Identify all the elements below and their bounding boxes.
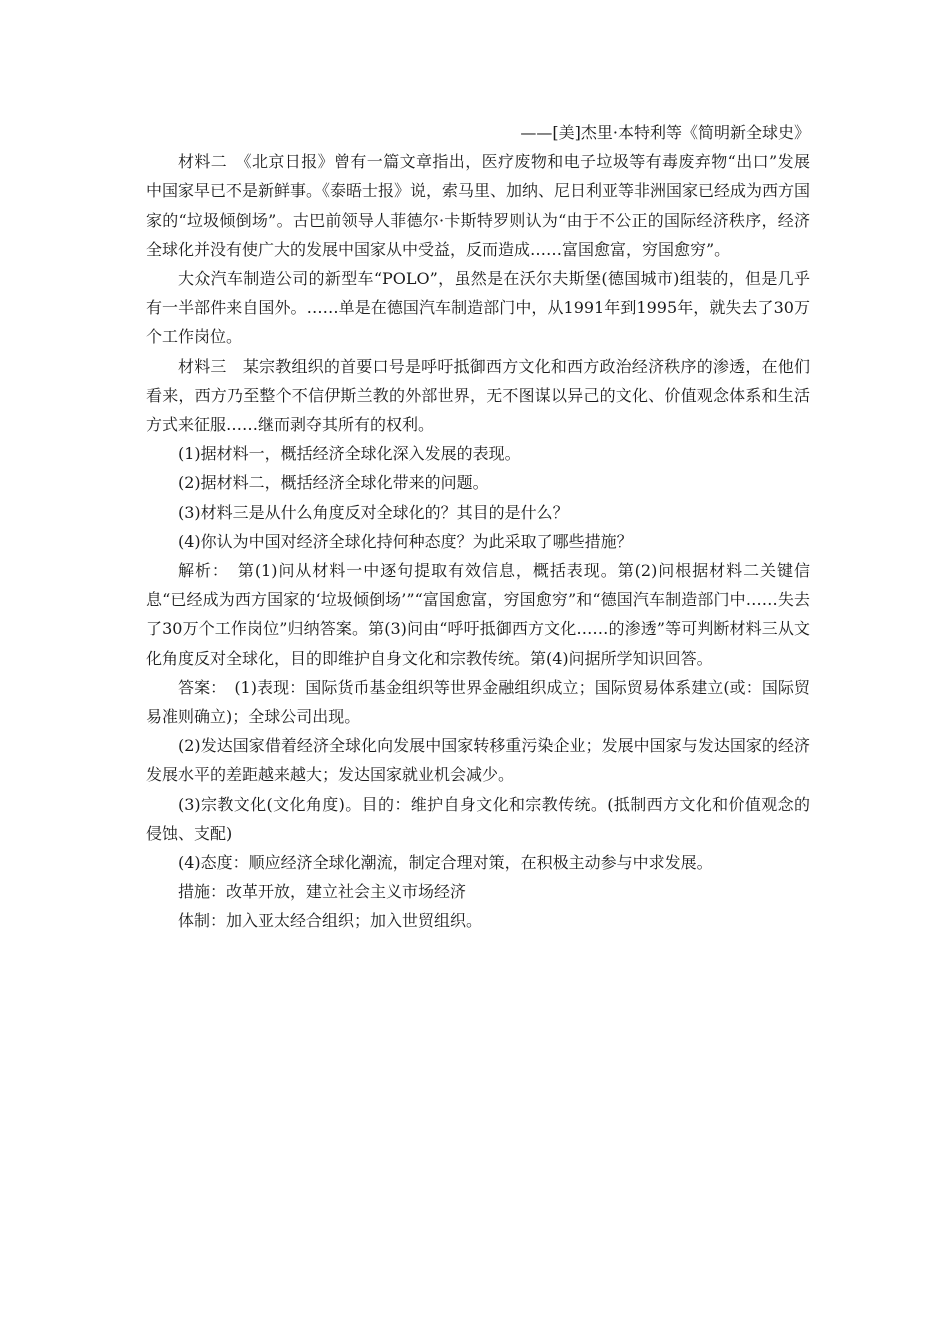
question-2: (2)据材料二，概括经济全球化带来的问题。 — [178, 473, 489, 493]
analysis-paragraph: 解析： 第(1)问从材料一中逐句提取有效信息，概括表现。第(2)问根据材料二关键信息“已经成为西方国家的‘垃圾倾倒场’”“富国愈富，穷国愈穷”和“德国汽车制造部门中……失去了30万个工作岗位”归纳答案。第(3)问由“呼吁抵御西方文化……的渗透”等可判断材料三从文化角度反对全球化，目的即维护自身文化和宗教传统。第(4)问据所学知识回答。 — [146, 561, 810, 668]
question-1: (1)据材料一，概括经济全球化深入发展的表现。 — [178, 444, 521, 464]
document-page — [146, 118, 810, 936]
answer-1: 答案： (1)表现：国际货币基金组织等世界金融组织成立；国际贸易体系建立(或：国际贸易准则确立)；全球公司出现。 — [146, 677, 810, 727]
answer-3: (3)宗教文化(文化角度)。目的：维护自身文化和宗教传统。(抵制西方文化和价值观念的侵蚀、支配) — [146, 794, 810, 843]
answer-2: (2)发达国家借着经济全球化向发展中国家转移重污染企业；发展中国家与发达国家的经济发展水平的差距越来越大；发达国家就业机会减少。 — [146, 736, 810, 785]
source-citation: ——[美]杰里·本特利等《简明新全球史》 — [520, 123, 810, 142]
question-4: (4)你认为中国对经济全球化持何种态度？为此采取了哪些措施？ — [178, 531, 633, 551]
question-3: (3)材料三是从什么角度反对全球化的？其目的是什么？ — [178, 502, 569, 522]
answer-4-measures: 措施：改革开放，建立社会主义市场经济 — [178, 882, 467, 902]
answer-4-system: 体制：加入亚太经合组织；加入世贸组织。 — [178, 911, 483, 931]
material-two-polo-paragraph: 大众汽车制造公司的新型车“POLO”，虽然是在沃尔夫斯堡(德国城市)组装的，但是几乎有一半部件来自国外。……单是在德国汽车制造部门中，从1991年到1995年，就失去了30万个工作岗位。 — [146, 269, 810, 347]
material-three-paragraph: 材料三 某宗教组织的首要口号是呼吁抵御西方文化和西方政治经济秩序的渗透，在他们看来，西方乃至整个不信伊斯兰教的外部世界，无不图谋以异己的文化、价值观念体系和生活方式来征服……继而剥夺其所有的权利。 — [146, 356, 810, 435]
material-two-paragraph: 材料二 《北京日报》曾有一篇文章指出，医疗废物和电子垃圾等有毒废弃物“出口”发展中国家早已不是新鲜事。《泰晤士报》说，索马里、加纳、尼日利亚等非洲国家已经成为西方国家的“垃圾倾倒场”。古巴前领导人菲德尔·卡斯特罗则认为“由于不公正的国际经济秩序，经济全球化并没有使广大的发展中国家从中受益，反而造成……富国愈富，穷国愈穷”。 — [146, 152, 811, 259]
answer-4-attitude: (4)态度：顺应经济全球化潮流，制定合理对策，在积极主动参与中求发展。 — [178, 853, 713, 873]
